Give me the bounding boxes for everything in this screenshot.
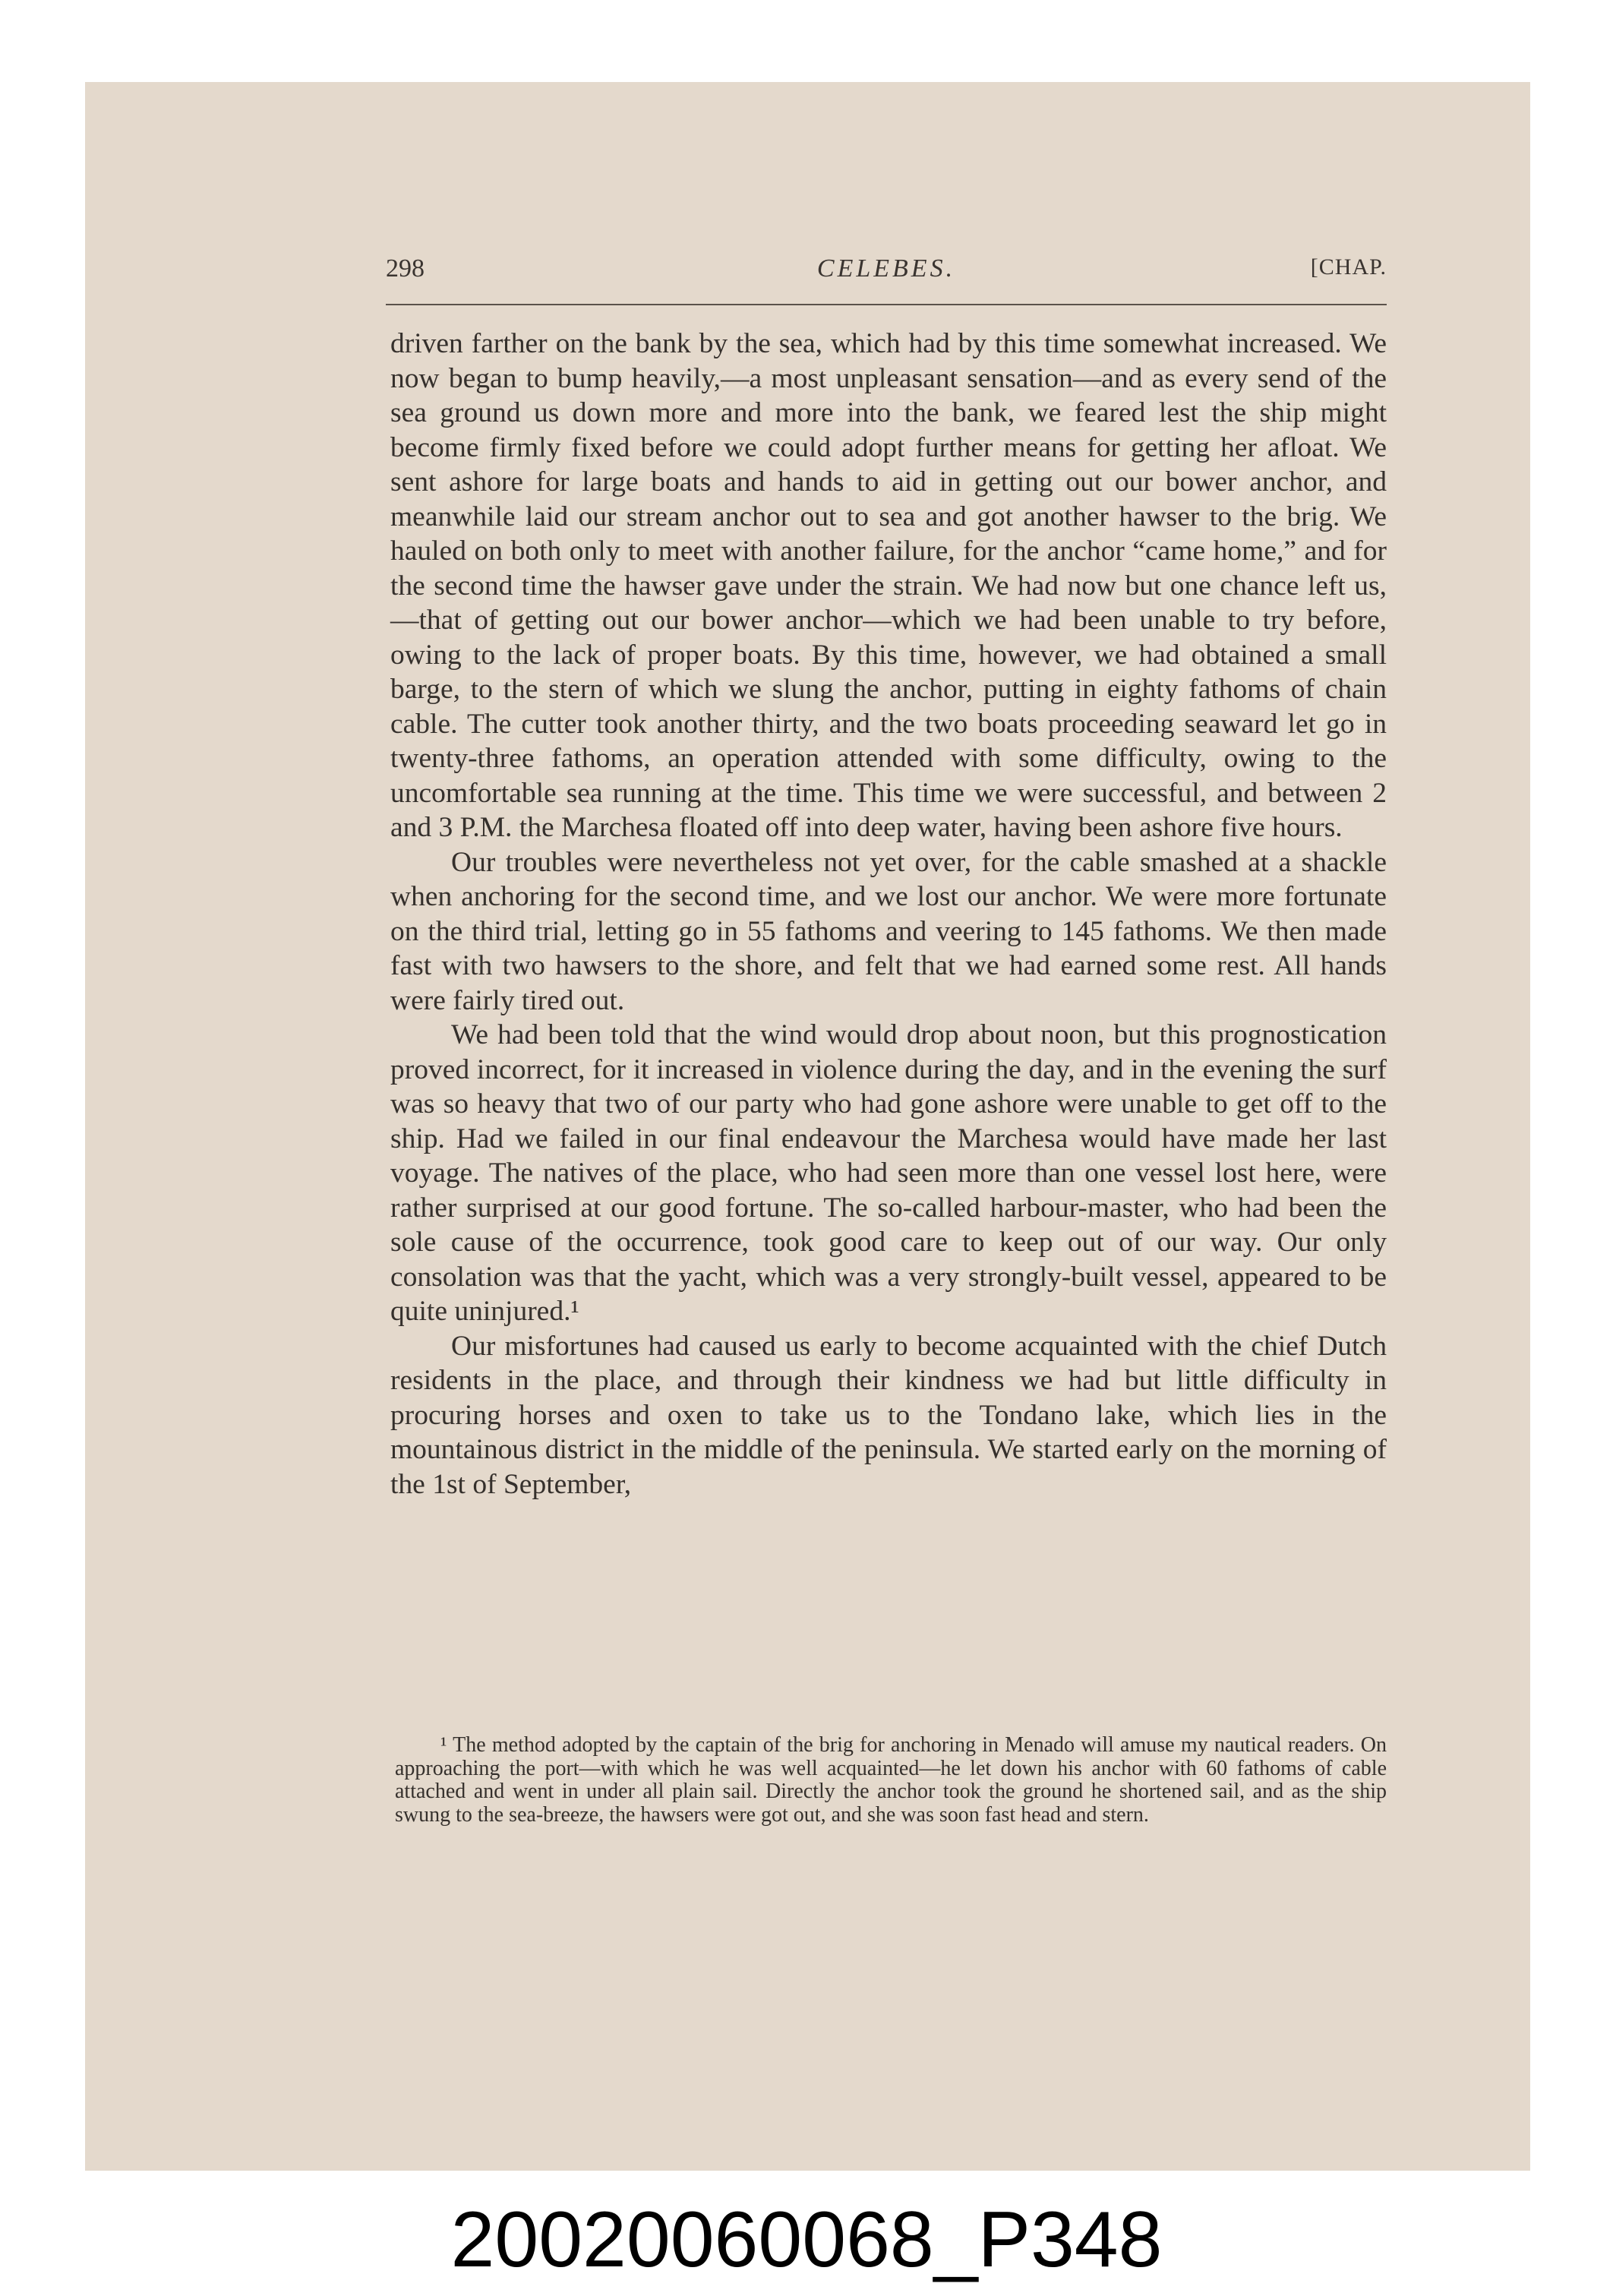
running-title: CELEBES. [816, 254, 956, 283]
paragraph-1: driven farther on the bank by the sea, which had by this time somewhat increased. We now began to bump heavily,—a most unpleasant sensation—and as every send of the sea ground us down more and more into the bank, we feared lest the ship might become firmly fixed before we could adopt further means for getting her afloat. We sent ashore for large boats and hands to aid in getting out our bower anchor, and meanwhile laid our stream anchor out to sea and got another hawser to the brig. We hauled on both only to meet with another failure, for the anchor “came home,” and for the second time the hawser gave under the strain. We had now but one chance left us,—that of getting out our bower anchor—which we had been unable to try before, owing to the lack of proper boats. By this time, however, we had obtained a small barge, to the stern of which we slung the anchor, putting in eighty fathoms of chain cable. The cutter took another thirty, and the two boats proceeding seaward let go in twenty-three fathoms, an operation attended with some difficulty, owing to the uncomfortable sea running at the time. This time we were successful, and between 2 and 3 P.M. the Marchesa floated off into deep water, having been ashore five hours. [390, 328, 1387, 843]
page-number: 298 [386, 254, 425, 283]
footnote-text: ¹ The method adopted by the captain of the brig for anchoring in Menado will amuse my nautical readers. On approaching the port—with which he was well acquainted—he let down his anchor with 60 fathoms of cable attached and went in under all plain sail. Directly the anchor took the ground he shortened sail, and as the ship swung to the sea-breeze, the hawsers were got out, and she was soon fast head and stern. [395, 1733, 1387, 1827]
paragraph-4: Our misfortunes had caused us early to become acquainted with the chief Dutch residents in the place, and through their kindness we had but little difficulty in procuring horses and oxen to take us to the Tondano lake, which lies in the mountainous district in the middle of the peninsula. We started early on the morning of the 1st of September, [390, 1330, 1387, 1500]
image-caption-id: 20020060068_P348 [450, 2196, 1163, 2284]
footnote [395, 1734, 1387, 1827]
chapter-marker: [CHAP. [1310, 254, 1387, 279]
running-header [386, 254, 1387, 300]
paragraph-2: Our troubles were nevertheless not yet over, for the cable smashed at a shackle when anchoring for the second time, and we lost our anchor. We were more fortunate on the third trial, letting go in 55 fathoms and veering to 145 fathoms. We then made fast with two hawsers to the shore, and felt that we had earned some rest. All hands were fairly tired out. [390, 846, 1387, 1016]
paragraph-3: We had been told that the wind would drop about noon, but this prognostication proved incorrect, for it increased in violence during the day, and in the evening the surf was so heavy that two of our party who had gone ashore were unable to get off to the ship. Had we failed in our final endeavour the Marchesa would have made her last voyage. The natives of the place, who had seen more than one vessel lost here, were rather surprised at our good fortune. The so-called harbour-master, who had been the sole cause of the occurrence, took good care to keep out of our way. Our only consolation was that the yacht, which was a very strongly-built vessel, appeared to be quite uninjured.¹ [390, 1019, 1387, 1327]
body-text [390, 327, 1387, 1502]
header-rule [386, 304, 1387, 305]
